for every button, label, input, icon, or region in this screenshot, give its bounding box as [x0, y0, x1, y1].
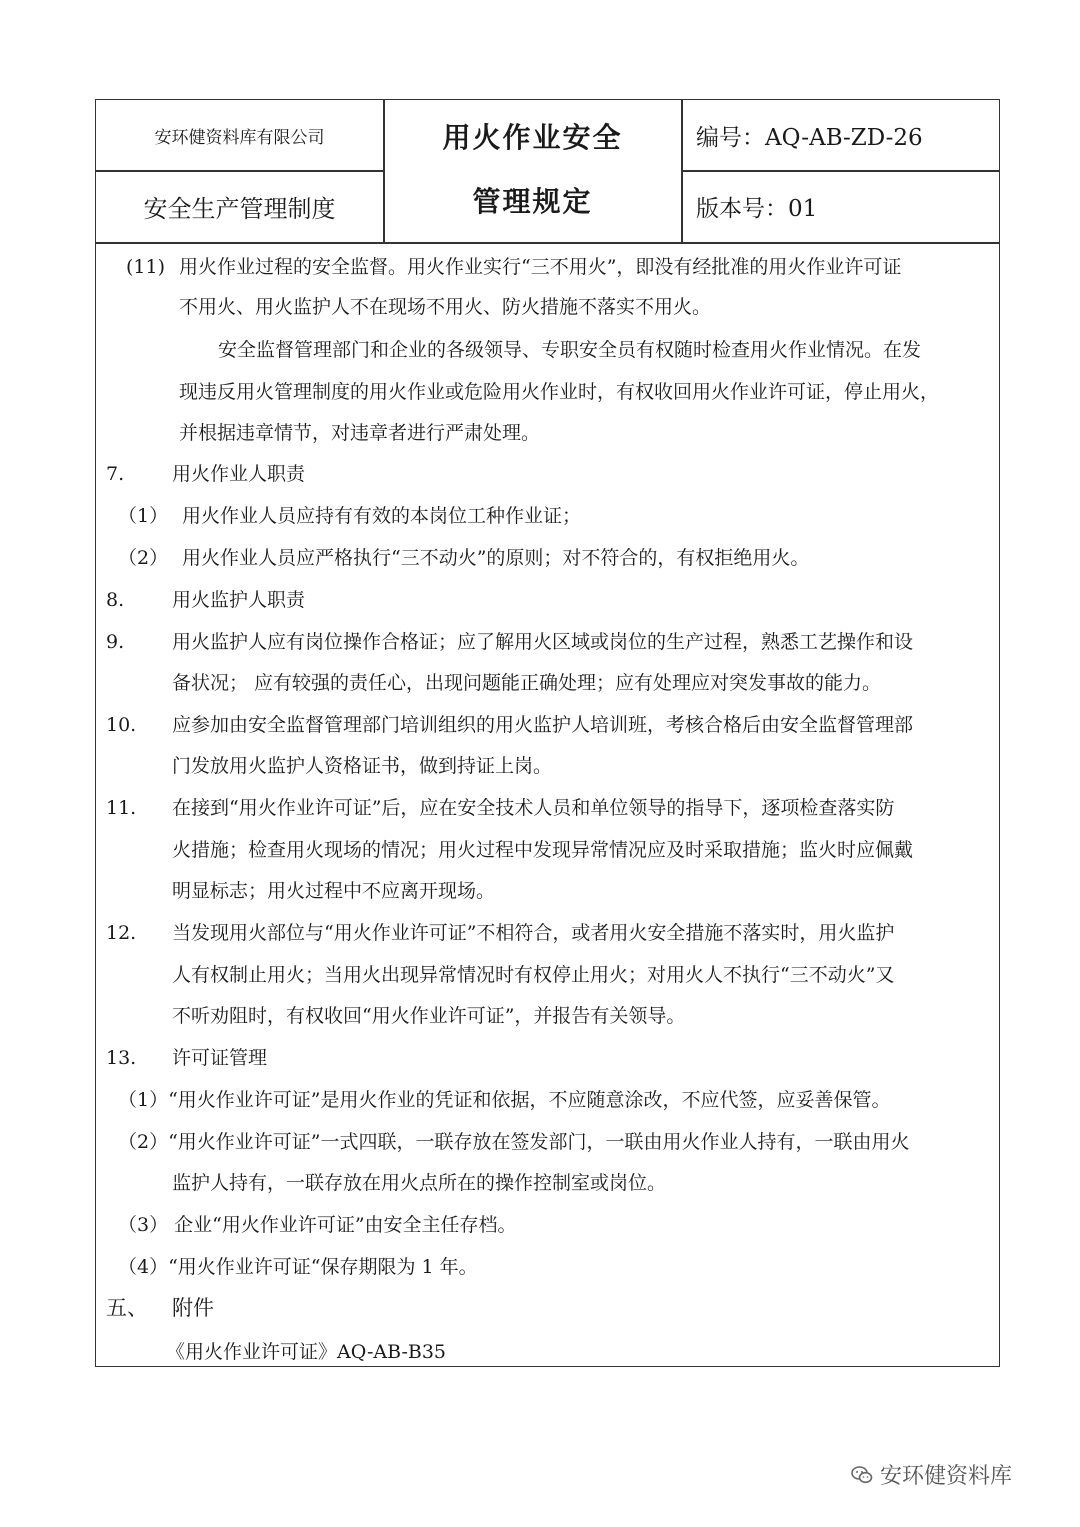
- doc-version: 版本号：01: [696, 195, 818, 222]
- section11-line2: 火措施；检查用火现场的情况；用火过程中发现异常情况应及时采取措施；监火时应佩戴: [172, 839, 914, 861]
- section9-number: 9.: [106, 631, 125, 653]
- header-bottom-border: [96, 242, 999, 244]
- section7-heading: 用火作业人职责: [172, 463, 306, 485]
- header-col-divider-2: [681, 100, 683, 242]
- section12-number: 12.: [106, 922, 137, 944]
- section13-2-line2: 监护人持有，一联存放在用火点所在的操作控制室或岗位。: [172, 1172, 667, 1194]
- section10-line1: 应参加由安全监督管理部门培训组织的用火监护人培训班，考核合格后由安全监督管理部: [172, 714, 914, 736]
- section11-number: 11.: [106, 797, 137, 819]
- section13-3-text: （3） 企业“用火作业许可证”由安全主任存档。: [118, 1214, 517, 1236]
- section7-1-number: （1）: [118, 505, 169, 527]
- section8-number: 8.: [106, 589, 125, 611]
- section12-line2: 人有权制止用火；当用火出现异常情况时有权停止用火；对用火人不执行“三不动火”又: [172, 964, 895, 986]
- company-name: 安环健资料库有限公司: [154, 127, 325, 148]
- item11-line2: 不用火、用火监护人不在现场不用火、防火措施不落实不用火。: [179, 296, 712, 318]
- section7-2-text: 用火作业人员应严格执行“三不动火”的原则；对不符合的，有权拒绝用火。: [182, 547, 810, 569]
- section10-line2: 门发放用火监护人资格证书，做到持证上岗。: [172, 755, 553, 777]
- wechat-icon: [850, 1463, 874, 1487]
- section9-line2: 备状况； 应有较强的责任心，出现问题能正确处理；应有处理应对突发事故的能力。: [172, 672, 882, 694]
- section11-line1: 在接到“用火作业许可证”后，应在安全技术人员和单位领导的指导下，逐项检查落实防: [172, 797, 895, 819]
- section7-number: 7.: [106, 463, 125, 485]
- item11-para2-line2: 现违反用火管理制度的用火作业或危险用火作业时，有权收回用火作业许可证，停止用火，: [179, 381, 940, 403]
- section10-number: 10.: [106, 714, 137, 736]
- section12-line1: 当发现用火部位与“用火作业许可证”不相符合，或者用火安全措施不落实时，用火监护: [172, 922, 895, 944]
- section7-1-text: 用火作业人员应持有有效的本岗位工种作业证；: [182, 505, 582, 527]
- doc-title-line1: 用火作业安全: [442, 121, 623, 154]
- document-frame: [95, 99, 1000, 1367]
- section9-line1: 用火监护人应有岗位操作合格证；应了解用火区域或岗位的生产过程，熟悉工艺操作和设: [172, 631, 914, 653]
- section5-number: 五、: [106, 1296, 148, 1320]
- system-name: 安全生产管理制度: [143, 194, 336, 223]
- section13-heading: 许可证管理: [172, 1047, 268, 1069]
- watermark-text: 安环健资料库: [880, 1464, 1013, 1489]
- section13-2-line1: （2）“用火作业许可证”一式四联，一联存放在签发部门，一联由用火作业人持有，一联由用火: [118, 1131, 910, 1153]
- section13-4-text: （4）“用火作业许可证“保存期限为 1 年。: [118, 1256, 478, 1278]
- item11-number: (11): [126, 256, 166, 278]
- section7-2-number: （2）: [118, 547, 169, 569]
- doc-title-line2: 管理规定: [472, 185, 593, 218]
- section8-heading: 用火监护人职责: [172, 589, 306, 611]
- doc-code: 编号：AQ-AB-ZD-26: [696, 124, 923, 151]
- section12-line3: 不听劝阻时，有权收回“用火作业许可证”，并报告有关领导。: [172, 1005, 686, 1027]
- item11-para2-line3: 并根据违章情节，对违章者进行严肃处理。: [179, 422, 541, 444]
- section11-line3: 明显标志；用火过程中不应离开现场。: [172, 880, 496, 902]
- item11-para2-line1: 安全监督管理部门和企业的各级领导、专职安全员有权随时检查用火作业情况。在发: [218, 339, 922, 361]
- watermark: [850, 1459, 1012, 1490]
- attachment-text: 《用火作业许可证》AQ-AB-B35: [166, 1341, 447, 1363]
- section5-heading: 附件: [172, 1296, 214, 1320]
- item11-line1: 用火作业过程的安全监督。用火作业实行“三不用火”，即没有经批准的用火作业许可证: [179, 256, 902, 278]
- section13-1-text: （1）“用火作业许可证”是用火作业的凭证和依据，不应随意涂改，不应代签，应妥善保管。: [118, 1089, 891, 1111]
- section13-number: 13.: [106, 1047, 137, 1069]
